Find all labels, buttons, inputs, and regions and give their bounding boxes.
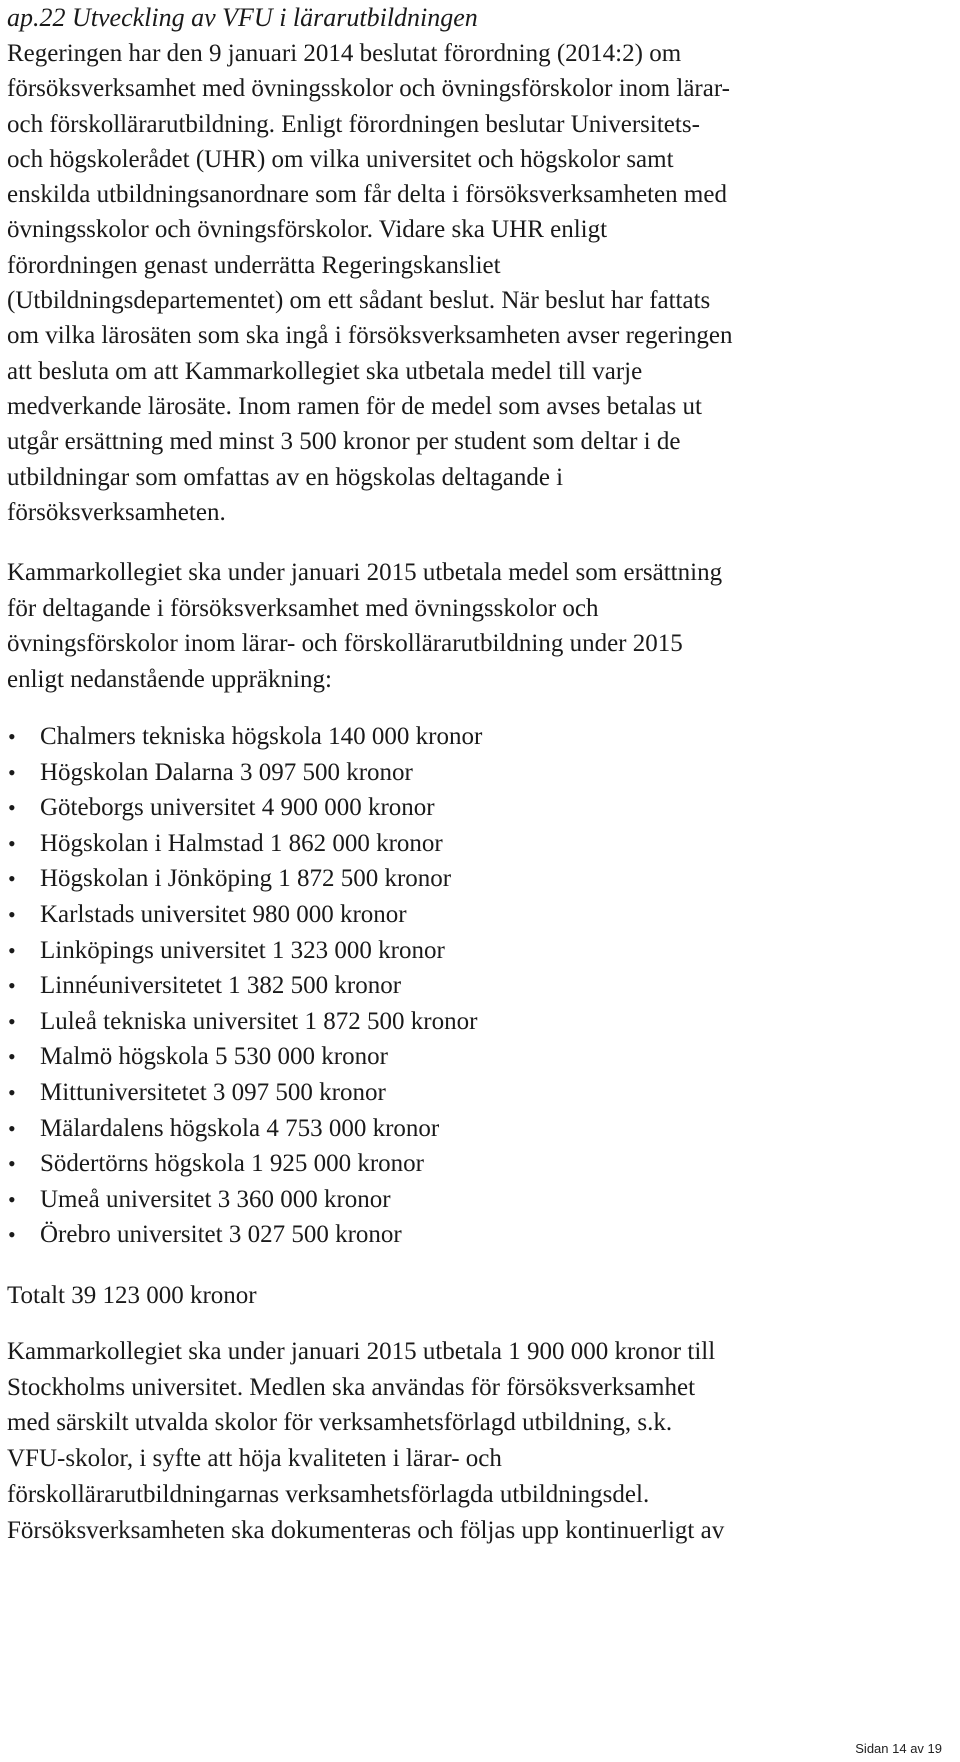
list-item xyxy=(7,1075,482,1111)
list-item-text: Chalmers tekniska högskola 140 000 kronor xyxy=(40,723,483,750)
total-amount: Totalt 39 123 000 kronor xyxy=(7,1282,257,1309)
page-number: Sidan 14 av 19 xyxy=(855,1741,942,1756)
text-line: utbildningar som omfattas av en högskolas deltagande i xyxy=(7,463,564,491)
text-line: försöksverksamhet med övningsskolor och övningsförskolor inom lärar- xyxy=(7,75,730,103)
list-item-text: Umeå universitet 3 360 000 kronor xyxy=(40,1185,391,1213)
section-heading: ap.22 Utveckling av VFU i lärarutbildningen xyxy=(7,3,478,32)
list-item xyxy=(7,897,482,933)
list-item xyxy=(7,826,482,862)
allocation-list xyxy=(7,719,482,1253)
text-line: försöksverksamheten. xyxy=(7,498,226,526)
list-item-text: Karlstads universitet 980 000 kronor xyxy=(40,900,407,928)
list-item-text: Malmö högskola 5 530 000 kronor xyxy=(40,1043,388,1071)
bullet-icon: • xyxy=(8,830,16,856)
bullet-icon: • xyxy=(8,901,16,927)
text-line: och högskolerådet (UHR) om vilka universitet och högskolor samt xyxy=(7,145,674,173)
bullet-icon: • xyxy=(8,795,16,821)
text-line: Kammarkollegiet ska under januari 2015 utbetala 1 900 000 kronor till xyxy=(7,1338,716,1365)
text-line: VFU-skolor, i syfte att höja kvaliteten i lärar- och xyxy=(7,1445,502,1473)
text-line: utgår ersättning med minst 3 500 kronor per student som deltar i de xyxy=(7,428,681,456)
bullet-icon: • xyxy=(8,1008,16,1034)
list-item xyxy=(7,1111,482,1147)
list-item-text: Linköpings universitet 1 323 000 kronor xyxy=(40,936,445,964)
bullet-icon: • xyxy=(8,1222,16,1248)
list-item xyxy=(7,933,482,969)
paragraph-stockholm xyxy=(7,1334,724,1548)
list-item-text: Högskolan i Halmstad 1 862 000 kronor xyxy=(40,829,443,857)
list-item xyxy=(7,1004,482,1040)
text-line: enskilda utbildningsanordnare som får delta i försöksverksamheten med xyxy=(7,181,727,209)
list-item xyxy=(7,1182,482,1218)
bullet-icon: • xyxy=(8,1186,16,1212)
bullet-icon: • xyxy=(8,724,16,749)
bullet-icon: • xyxy=(8,1115,16,1141)
list-item xyxy=(7,719,482,755)
list-item-text: Örebro universitet 3 027 500 kronor xyxy=(40,1221,402,1249)
bullet-icon: • xyxy=(8,1079,16,1105)
text-line: för deltagande i försöksverksamhet med övningsskolor och xyxy=(7,594,599,622)
text-line: Stockholms universitet. Medlen ska användas för försöksverksamhet xyxy=(7,1373,696,1401)
list-item xyxy=(7,968,482,1004)
list-item-text: Mälardalens högskola 4 753 000 kronor xyxy=(40,1114,440,1142)
text-line: (Utbildningsdepartementet) om ett sådant beslut. När beslut har fattats xyxy=(7,287,711,315)
bullet-icon: • xyxy=(8,1151,16,1177)
bullet-icon: • xyxy=(8,973,16,999)
text-line: enligt nedanstående uppräkning: xyxy=(7,665,332,693)
list-item-text: Södertörns högskola 1 925 000 kronor xyxy=(40,1150,424,1178)
list-item xyxy=(7,790,482,826)
list-item-text: Högskolan i Jönköping 1 872 500 kronor xyxy=(40,865,452,893)
text-line: med särskilt utvalda skolor för verksamhetsförlagd utbildning, s.k. xyxy=(7,1409,673,1437)
text-line: om vilka lärosäten som ska ingå i försöksverksamheten avser regeringen xyxy=(7,322,733,350)
text-line: förordningen genast underrätta Regeringskansliet xyxy=(7,251,501,279)
text-line: medverkande lärosäte. Inom ramen för de medel som avses betalas ut xyxy=(7,392,702,420)
bullet-icon: • xyxy=(8,937,16,963)
text-line: övningsskolor och övningsförskolor. Vidare ska UHR enligt xyxy=(7,216,608,244)
text-line: övningsförskolor inom lärar- och förskollärarutbildning under 2015 xyxy=(7,630,683,657)
text-line: förskollärarutbildningarnas verksamhetsförlagda utbildningsdel. xyxy=(7,1480,650,1508)
paragraph-payment xyxy=(7,555,722,697)
list-item-text: Göteborgs universitet 4 900 000 kronor xyxy=(40,794,435,822)
text-line: Regeringen har den 9 januari 2014 beslutat förordning (2014:2) om xyxy=(7,40,682,67)
bullet-icon: • xyxy=(8,759,16,785)
list-item-text: Mittuniversitetet 3 097 500 kronor xyxy=(40,1078,386,1106)
text-line: att besluta om att Kammarkollegiet ska utbetala medel till varje xyxy=(7,357,643,385)
text-line: Kammarkollegiet ska under januari 2015 utbetala medel som ersättning xyxy=(7,559,723,586)
list-item-text: Linnéuniversitetet 1 382 500 kronor xyxy=(40,972,402,1000)
bullet-icon: • xyxy=(8,1044,16,1070)
list-item xyxy=(7,1217,482,1253)
text-line: Försöksverksamheten ska dokumenteras och följas upp kontinuerligt av xyxy=(7,1516,725,1544)
list-item-text: Högskolan Dalarna 3 097 500 kronor xyxy=(40,758,413,786)
list-item xyxy=(7,755,482,791)
list-item xyxy=(7,1039,482,1075)
list-item xyxy=(7,1146,482,1182)
bullet-icon: • xyxy=(8,866,16,892)
list-item-text: Luleå tekniska universitet 1 872 500 kronor xyxy=(40,1007,478,1035)
text-line: och förskollärarutbildning. Enligt förordningen beslutar Universitets- xyxy=(7,110,700,138)
paragraph-intro xyxy=(7,36,732,530)
list-item xyxy=(7,861,482,897)
